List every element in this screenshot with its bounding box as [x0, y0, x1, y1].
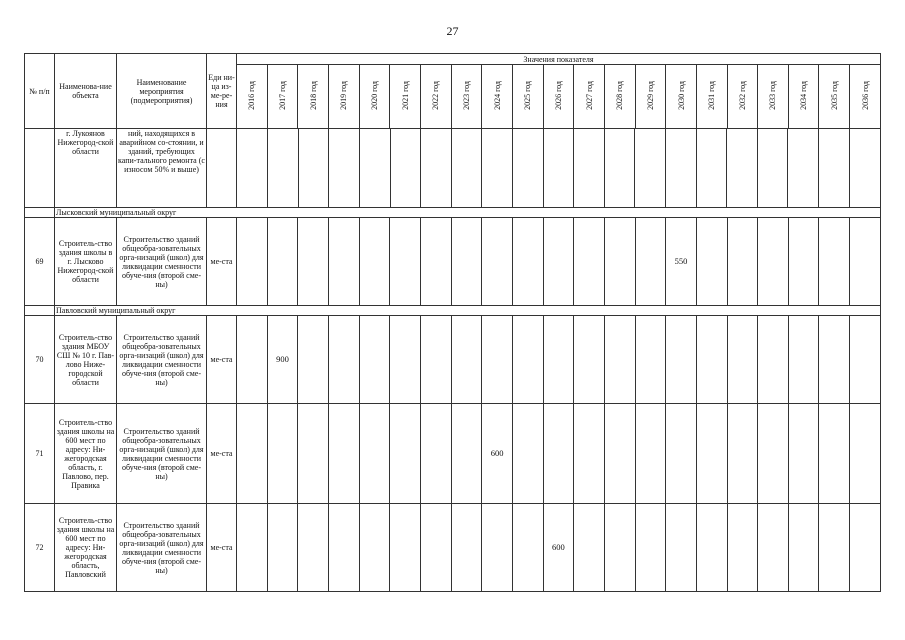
year-value-cell: 600 [543, 504, 574, 592]
year-value-cell [267, 504, 298, 592]
header-year-label: 2036 год [860, 81, 870, 110]
year-value-cell [298, 316, 329, 404]
year-value-cell [420, 218, 451, 306]
header-year [328, 65, 359, 129]
year-value-cell [635, 504, 666, 592]
year-value-cell [850, 404, 881, 504]
header-values-title: Значения показателя [237, 54, 881, 65]
year-value-cell [237, 504, 268, 592]
year-value-cell [604, 504, 635, 592]
year-value-cell [237, 129, 268, 207]
header-year-label: 2034 год [799, 81, 809, 110]
year-value-cell [359, 218, 390, 306]
header-year [359, 65, 390, 129]
year-value-cell [268, 129, 299, 207]
year-value-cell [574, 129, 605, 207]
year-value-cell [390, 504, 421, 592]
year-value-cell [267, 218, 298, 306]
header-year [604, 65, 635, 129]
event-name: Строительство зданий общеобра-зовательных орга-низаций (школ) для ликвидации сменности обуче-ния (второй сме-ны) [117, 404, 207, 504]
year-value-cell [512, 218, 543, 306]
year-value-cell [237, 316, 268, 404]
object-name: Строитель-ство здания школы в г. Лысково Нижегород-ской области [55, 218, 117, 306]
object-name: Строитель-ство здания школы на 600 мест по адресу: Ни-жегородская область, г. Павлово, пер. Правика [55, 404, 117, 504]
year-value-cell [574, 404, 605, 504]
header-unit: Еди ни-ца из-ме-ре-ния [207, 54, 237, 129]
header-year-label: 2026 год [553, 81, 563, 110]
year-value-cell [451, 129, 482, 207]
year-value-cell [850, 218, 881, 306]
event-name: Строительство зданий общеобра-зовательных орга-низаций (школ) для ликвидации сменности обуче-ния (второй сме-ны) [117, 316, 207, 404]
year-value-cell [390, 404, 421, 504]
year-value-cell [666, 129, 697, 207]
unit-cell: ме-ста [207, 316, 237, 404]
year-value-cell [727, 218, 758, 306]
page-number: 27 [446, 24, 459, 38]
year-value-cell [482, 129, 513, 207]
header-year-label: 2031 год [707, 81, 717, 110]
header-year [666, 65, 697, 129]
header-year [420, 65, 451, 129]
year-value-cell [574, 316, 605, 404]
year-value-cell [819, 504, 850, 592]
event-name: Строительство зданий общеобра-зовательных орга-низаций (школ) для ликвидации сменности обуче-ния (второй сме-ны) [117, 504, 207, 592]
header-year-label: 2029 год [645, 81, 655, 110]
year-value-cell [727, 504, 758, 592]
continuation-row [25, 129, 881, 208]
header-num: № п/п [25, 54, 55, 129]
year-value-cell [359, 316, 390, 404]
year-value-cell [328, 504, 359, 592]
header-year-label: 2018 год [308, 81, 318, 110]
year-value-cell [635, 218, 666, 306]
header-year-label: 2035 год [829, 81, 839, 110]
year-value-cell [328, 218, 359, 306]
year-value-cell [850, 316, 881, 404]
year-value-cell [696, 316, 727, 404]
header-year-label: 2023 год [461, 81, 471, 110]
section-title: Лысковский муниципальный округ [55, 208, 881, 218]
year-value-cell [574, 218, 605, 306]
year-value-cell [819, 218, 850, 306]
year-value-cell: 900 [267, 316, 298, 404]
header-year [298, 65, 329, 129]
year-value-cell [819, 404, 850, 504]
year-value-cell [328, 404, 359, 504]
header-year-label: 2032 год [737, 81, 747, 110]
year-value-cell [420, 316, 451, 404]
year-value-cell [298, 129, 329, 207]
header-year [696, 65, 727, 129]
header-year [788, 65, 819, 129]
year-value-cell [757, 129, 788, 207]
year-value-cell [850, 504, 881, 592]
header-year [451, 65, 482, 129]
year-value-cell [328, 316, 359, 404]
header-year [635, 65, 666, 129]
year-value-cell [574, 504, 605, 592]
year-value-cell [819, 316, 850, 404]
continuation-num [25, 129, 55, 208]
year-value-cell [635, 129, 666, 207]
row-number: 71 [25, 404, 55, 504]
header-year-label: 2019 год [339, 81, 349, 110]
header-year-label: 2025 год [523, 81, 533, 110]
section-num-cell [25, 306, 55, 316]
year-value-cell [635, 316, 666, 404]
section-title: Павловский муниципальный округ [55, 306, 881, 316]
unit-cell: ме-ста [207, 404, 237, 504]
year-value-cell [298, 504, 329, 592]
year-value-cell [298, 218, 329, 306]
header-year-label: 2017 год [277, 81, 287, 110]
row-number: 69 [25, 218, 55, 306]
year-value-cell [604, 316, 635, 404]
section-row [25, 306, 881, 316]
year-value-cell [482, 218, 513, 306]
header-year-label: 2022 год [431, 81, 441, 110]
header-year-label: 2020 год [369, 81, 379, 110]
table-row [25, 504, 881, 592]
year-value-cell [237, 218, 268, 306]
header-event: Наименование мероприятия (подмероприятия) [117, 54, 207, 129]
year-value-cell [727, 316, 758, 404]
year-value-cell [421, 129, 452, 207]
year-value-cell [451, 404, 482, 504]
year-value-cell [482, 504, 513, 592]
year-value-cell [390, 129, 421, 207]
header-year [543, 65, 574, 129]
year-value-cell [543, 404, 574, 504]
year-value-cell [543, 218, 574, 306]
year-value-cell [451, 218, 482, 306]
table-row [25, 404, 881, 504]
header-year [758, 65, 789, 129]
continuation-event: ний, находящихся в аварийном со-стоянии, и зданий, требующих капи-тального ремонта (с износом 50% и выше) [117, 129, 207, 208]
year-value-cell [788, 218, 819, 306]
year-value-cell [543, 129, 574, 207]
year-value-cell [359, 504, 390, 592]
year-value-cell [420, 404, 451, 504]
year-value-cell [696, 218, 727, 306]
year-value-cell [604, 129, 635, 207]
year-value-cell [819, 129, 850, 207]
section-num-cell [25, 208, 55, 218]
year-value-cell [543, 316, 574, 404]
header-year [237, 65, 268, 129]
year-value-cell [696, 404, 727, 504]
year-value-cell [696, 129, 727, 207]
year-value-cell [482, 316, 513, 404]
header-year [390, 65, 421, 129]
year-value-cell [758, 218, 789, 306]
year-value-cell [512, 316, 543, 404]
year-value-cell [267, 404, 298, 504]
year-value-cell [666, 404, 697, 504]
year-value-cell [298, 404, 329, 504]
year-value-cell [359, 129, 390, 207]
header-year-label: 2027 год [584, 81, 594, 110]
year-value-cell [451, 504, 482, 592]
table-row [25, 218, 881, 306]
year-value-cell [666, 504, 697, 592]
object-name: Строитель-ство здания школы на 600 мест по адресу: Ни-жегородская область, Павловский [55, 504, 117, 592]
year-value-cell [237, 404, 268, 504]
year-value-cell [420, 504, 451, 592]
header-year-label: 2021 год [400, 81, 410, 110]
year-value-cell [696, 504, 727, 592]
year-value-cell [512, 404, 543, 504]
year-value-cell [666, 316, 697, 404]
year-value-cell [727, 404, 758, 504]
header-row [25, 54, 881, 65]
year-value-cell [512, 129, 543, 207]
continuation-object: г. Лукоянов Нижегород-ской области [55, 129, 117, 208]
year-value-cell: 550 [666, 218, 697, 306]
header-year [850, 65, 881, 129]
continuation-unit [207, 129, 237, 208]
header-year [727, 65, 758, 129]
header-year [512, 65, 543, 129]
year-value-cell [788, 129, 819, 207]
header-year-label: 2028 год [615, 81, 625, 110]
unit-cell: ме-ста [207, 504, 237, 592]
row-number: 70 [25, 316, 55, 404]
year-value-cell [758, 504, 789, 592]
header-year-label: 2033 год [768, 81, 778, 110]
object-name: Строитель-ство здания МБОУ СШ № 10 г. Пав-лово Ниже-городской области [55, 316, 117, 404]
year-value-cell [788, 504, 819, 592]
year-value-cell [788, 404, 819, 504]
year-value-cell [788, 316, 819, 404]
year-value-cell: 600 [482, 404, 513, 504]
year-value-cell [604, 404, 635, 504]
year-value-cell [329, 129, 360, 207]
year-value-cell [359, 404, 390, 504]
year-value-cell [758, 316, 789, 404]
header-year-label: 2016 год [247, 81, 257, 110]
header-year [267, 65, 298, 129]
year-value-cell [635, 404, 666, 504]
header-object: Наименова-ние объекта [55, 54, 117, 129]
year-value-cell [512, 504, 543, 592]
year-value-cell [849, 129, 880, 207]
header-year-label: 2030 год [676, 81, 686, 110]
year-value-cell [758, 404, 789, 504]
header-year [819, 65, 850, 129]
year-value-cell [451, 316, 482, 404]
unit-cell: ме-ста [207, 218, 237, 306]
event-name: Строительство зданий общеобра-зовательных орга-низаций (школ) для ликвидации сменности обуче-ния (второй сме-ны) [117, 218, 207, 306]
row-number: 72 [25, 504, 55, 592]
header-year [482, 65, 513, 129]
year-value-cell [727, 129, 758, 207]
year-value-cell [604, 218, 635, 306]
year-value-cell [390, 218, 421, 306]
year-value-cell [390, 316, 421, 404]
header-year-label: 2024 год [492, 81, 502, 110]
header-year [574, 65, 605, 129]
indicator-table [24, 53, 881, 592]
continuation-values [237, 129, 881, 208]
section-row [25, 208, 881, 218]
table-row [25, 316, 881, 404]
